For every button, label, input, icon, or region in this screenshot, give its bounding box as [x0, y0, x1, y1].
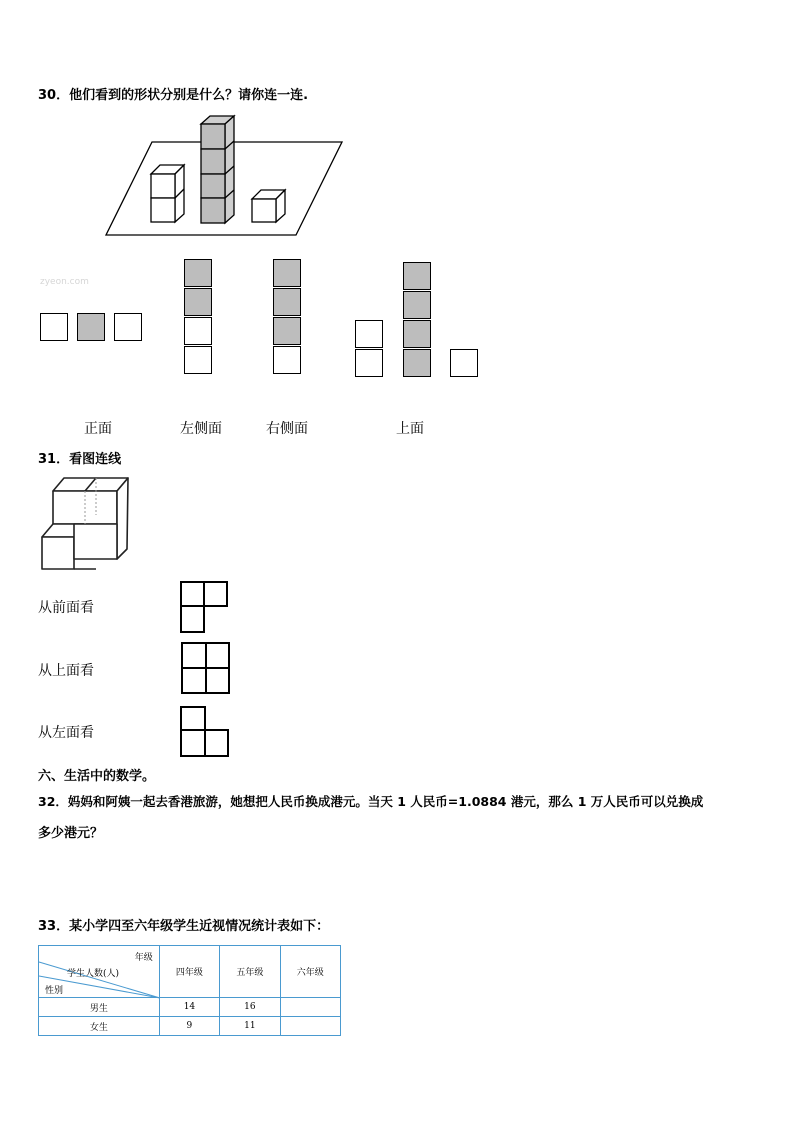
watermark: zyeon.com [40, 277, 89, 287]
table-row [39, 998, 341, 1017]
table-corner-cell [39, 946, 160, 998]
cell-boys-grade-5: 16 [220, 998, 280, 1017]
label-front: 正面 [84, 421, 112, 437]
cell-girls-grade-4: 9 [159, 1017, 219, 1036]
view-from-top-label: 从上面看 [38, 663, 94, 679]
section-six-title: 六、生活中的数学。 [38, 769, 156, 784]
q32-line-2: 多少港元？ [38, 826, 104, 841]
header-grade-4: 四年级 [159, 946, 219, 998]
q33-prompt: 33．某小学四至六年级学生近视情况统计表如下： [38, 919, 330, 934]
view-from-left-label: 从左面看 [38, 725, 94, 741]
view-shape-c [181, 707, 228, 756]
corner-count-label: 学生人数(人) [67, 969, 120, 979]
view-shape-a [181, 582, 227, 632]
table-row [39, 1017, 341, 1036]
label-right-side: 右侧面 [266, 421, 308, 437]
cell-girls-grade-5: 11 [220, 1017, 280, 1036]
q32-line-1: 32．妈妈和阿姨一起去香港旅游，她想把人民币换成港元。当天 1 人民币=1.0884 港元，那么 1 万人民币可以兑换成 [38, 794, 704, 809]
header-grade-5: 五年级 [220, 946, 280, 998]
view-from-front-label: 从前面看 [38, 600, 94, 616]
q30-prompt: 30．他们看到的形状分别是什么？请你连一连. [38, 88, 309, 103]
corner-gender-label: 性别 [45, 986, 64, 996]
label-left-side: 左侧面 [180, 421, 222, 437]
cell-boys-grade-6 [280, 998, 340, 1017]
header-grade-6: 六年级 [280, 946, 340, 998]
q31-prompt: 31．看图连线 [38, 452, 122, 467]
myopia-stat-table [38, 945, 341, 1036]
row-label-girls: 女生 [39, 1017, 160, 1036]
cell-boys-grade-4: 14 [159, 998, 219, 1017]
corner-grade-label: 年级 [134, 953, 153, 963]
label-top: 上面 [396, 421, 424, 437]
table-header-row [39, 946, 341, 998]
cell-girls-grade-6 [280, 1017, 340, 1036]
view-shape-b [182, 643, 229, 693]
row-label-boys: 男生 [39, 998, 160, 1017]
